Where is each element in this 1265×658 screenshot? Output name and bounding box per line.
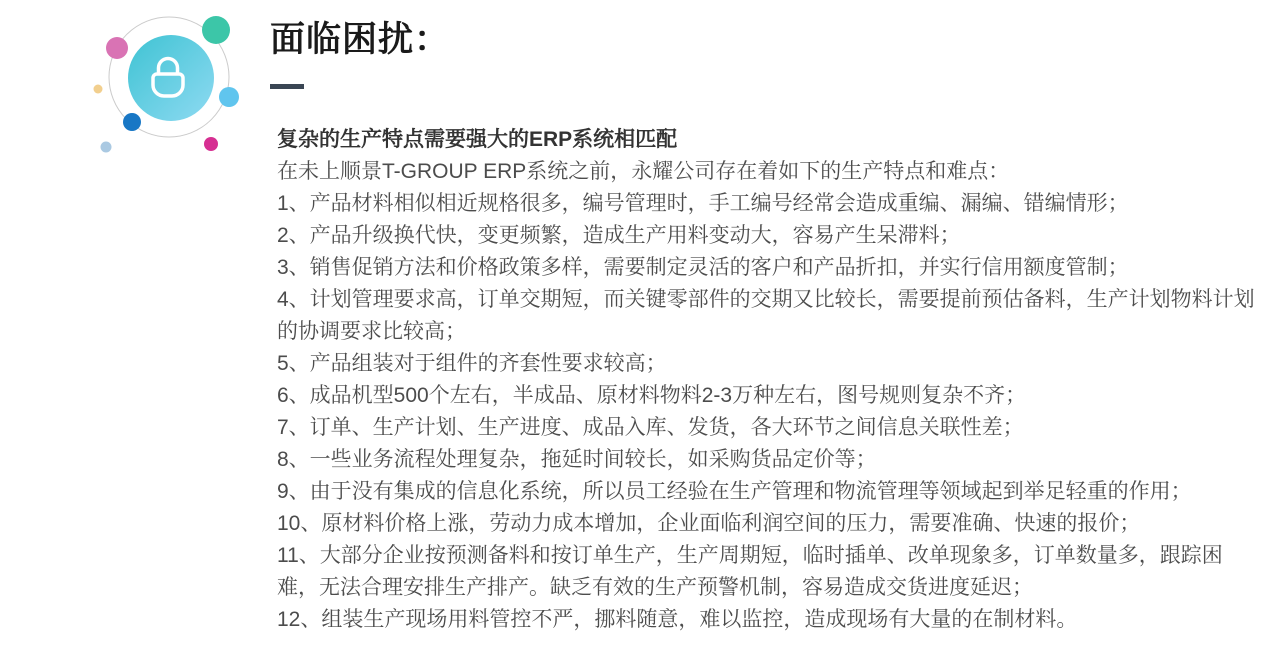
issue-item-5: 5、产品组装对于组件的齐套性要求较高； [277,352,667,375]
issue-item-3: 3、销售促销方法和价格政策多样，需要制定灵活的客户和产品折扣，并实行信用额度管制； [277,256,1129,279]
issue-item-10: 10、原材料价格上涨，劳动力成本增加，企业面临利润空间的压力，需要准确、快速的报价； [277,512,1141,535]
dot-dark-blue-icon [123,113,141,131]
intro-line: 在未上顺景T-GROUP ERP系统之前，永耀公司存在着如下的生产特点和难点： [277,160,1010,183]
lock-icon [89,0,249,160]
title-underline [270,84,304,89]
issue-item-4: 4、计划管理要求高，订单交期短，而关键零部件的交期又比较长，需要提前预估备料，生产计划物料计划的协调要求比较高； [277,288,1255,343]
dot-light-blue-icon [219,87,239,107]
badge-circle [128,35,214,121]
issue-section [270,124,1260,636]
dot-pale-blue-icon [101,142,112,153]
dot-pink-icon [106,37,128,59]
issue-item-12: 12、组装生产现场用料管控不严，挪料随意，难以监控，造成现场有大量的在制材料。 [277,608,1078,631]
issue-item-2: 2、产品升级换代快，变更频繁，造成生产用料变动大，容易产生呆滞料； [277,224,961,247]
issue-item-6: 6、成品机型500个左右，半成品、原材料物料2-3万种左右，图号规则复杂不齐； [277,384,1027,407]
issue-item-8: 8、一些业务流程处理复杂，拖延时间较长，如采购货品定价等； [277,448,877,471]
dot-magenta-icon [204,137,218,151]
page-title: 面临困扰： [270,20,451,59]
issue-item-9: 9、由于没有集成的信息化系统，所以员工经验在生产管理和物流管理等领域起到举足轻重的作用； [277,480,1192,503]
issue-item-11: 11、大部分企业按预测备料和按订单生产，生产周期短，临时插单、改单现象多，订单数量多，跟踪困难，无法合理安排生产排产。缺乏有效的生产预警机制，容易造成交货进度延迟； [277,544,1223,599]
issue-item-7: 7、订单、生产计划、生产进度、成品入库、发货，各大环节之间信息关联性差； [277,416,1024,439]
issue-item-1: 1、产品材料相似相近规格很多，编号管理时，手工编号经常会造成重编、漏编、错编情形； [277,192,1129,215]
dot-teal-icon [202,16,230,44]
section-heading: 复杂的生产特点需要强大的ERP系统相匹配 [277,128,678,151]
lock-badge [89,0,249,160]
dot-pale-yellow-icon [94,85,103,94]
main-content [270,20,1260,636]
